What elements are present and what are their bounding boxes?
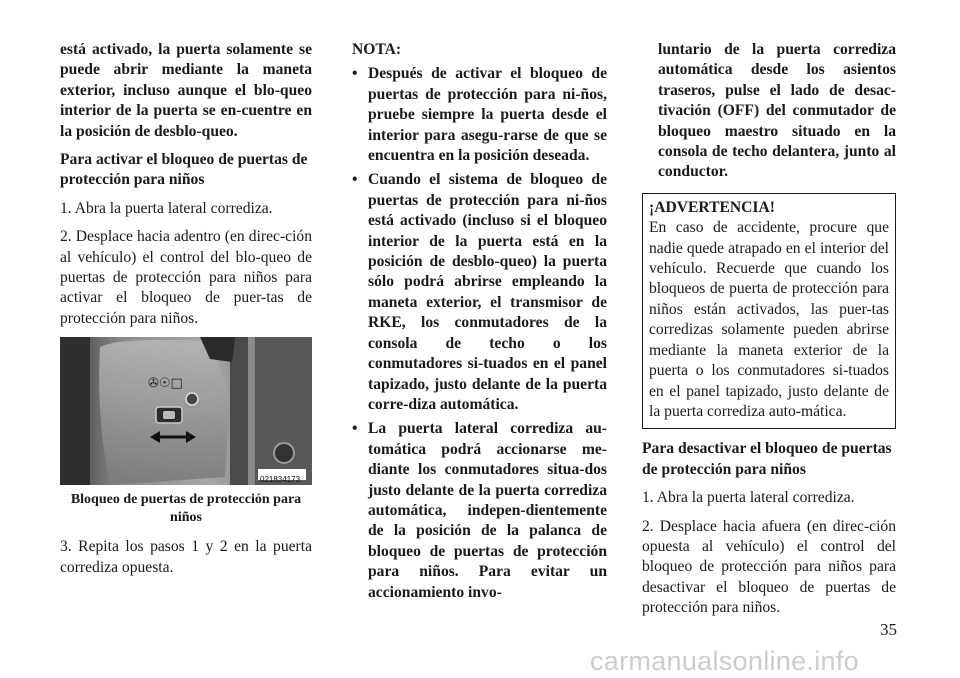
- note-text: Cuando el sistema de bloqueo de puertas de protección para ni-ños está activado (incluso si el bloqueo interior de la puerta está en la posición de desblo-queo) la puerta sólo podrá abrirse empleando la maneta exterior, el transmisor de RKE, los conmutadores de la consola de techo o los conmutadores si-tuados en el panel tapizado, justo delante de la puerta corre-diza automática.: [368, 171, 607, 413]
- bullet-icon: •: [352, 171, 358, 189]
- bullet-icon: •: [352, 65, 358, 83]
- warning-title: ¡ADVERTENCIA!: [649, 198, 775, 216]
- step-2: 2. Desplace hacia adentro (en direc-ción al vehículo) el control del blo-queo de puertas de protección para niños para activar el bloqueo de puer-tas de protección para niños.: [60, 228, 312, 327]
- step-1-deactivate: 1. Abra la puerta lateral corrediza.: [642, 489, 855, 507]
- warning-box: [642, 193, 896, 429]
- column-left: [60, 40, 312, 586]
- figure-caption: Bloqueo de puertas de protección para niños: [70, 492, 302, 526]
- child-lock-figure: [60, 337, 312, 485]
- section-heading-activate: Para activar el bloqueo de puertas de protección para niños: [60, 151, 308, 189]
- bullet-icon: •: [352, 420, 358, 438]
- step-2-deactivate: 2. Desplace hacia afuera (en direc-ción opuesta al vehículo) el control del bloqueo de protección para niños para desactivar el bloqueo de puertas de protección para niños.: [642, 517, 896, 617]
- step-3: 3. Repita los pasos 1 y 2 en la puerta corrediza opuesta.: [60, 538, 312, 576]
- note-item: [352, 419, 607, 603]
- note-title: NOTA:: [352, 41, 402, 58]
- lock-symbol-icon: [148, 376, 183, 391]
- note-item: [352, 64, 607, 166]
- svg-text:✇☉□: ✇☉□: [148, 376, 183, 392]
- door-illustration: [60, 337, 312, 485]
- note-text: Después de activar el bloqueo de puertas de protección para ni-ños, pruebe siempre la puerta desde el interior para asegu-rarse de que se encuentra en la posición deseada.: [368, 65, 607, 165]
- step-1: 1. Abra la puerta lateral corrediza.: [60, 199, 273, 217]
- column-right: [642, 40, 896, 627]
- page-number: 35: [880, 620, 897, 639]
- note-list: [352, 64, 607, 603]
- note-continuation: luntario de la puerta corrediza automática desde los asientos traseros, pulse el lado de desac-tivación (OFF) del conmutador de bloqueo maestro situado en la consola de techo delantera, junto al conductor.: [658, 41, 896, 181]
- continued-paragraph: está activado, la puerta solamente se puede abrir mediante la maneta exterior, incluso aunque el blo-queo interior de la puerta se en-cuentre en la posición de desblo-queo.: [60, 41, 312, 140]
- section-heading-deactivate: Para desactivar el bloqueo de puertas de protección para niños: [642, 440, 892, 478]
- watermark: carmanualsonline.info: [590, 646, 859, 676]
- figure-code: 021834173: [260, 475, 301, 485]
- note-text: La puerta lateral corrediza au-tomática podrá accionarse me-diante los conmutadores situa-dos justo delante de la puerta corrediza automática, indepen-dientemente de la posición de la palanca de bloqueo de puertas de protección para niños. Para evitar un accionamiento invo-: [368, 420, 607, 601]
- column-middle: [352, 40, 607, 607]
- warning-text: En caso de accidente, procure que nadie quede atrapado en el interior del vehículo. Recuerde que cuando los bloqueos de puerta de protección para niños están activados, las puer-tas corredizas solamente pueden abrirse mediante la maneta exterior de la puerta o los conmutadores si-tuados en el panel tapizado, justo delante de la puerta corrediza auto-mática.: [649, 219, 889, 420]
- note-item: [352, 170, 607, 415]
